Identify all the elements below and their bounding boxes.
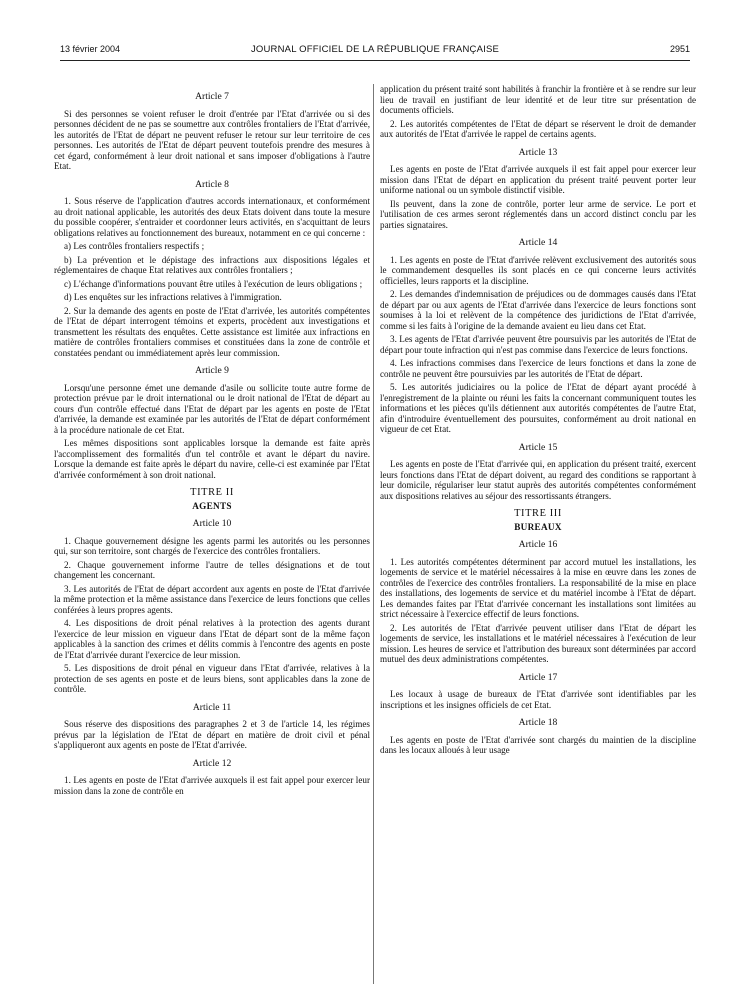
article-16-paragraph-2: 2. Les autorités de l'Etat d'arrivée peuvent utiliser dans l'Etat de départ les logements de service, les installations et le matériel nécessaires à l'exécution de leur mission. Les heures de service et l'attribution des bureaux sont déterminées par accord mutuel des deux administrations compétentes. bbox=[380, 622, 696, 664]
article-12-paragraph-1: 1. Les agents en poste de l'Etat d'arrivée auxquels il est fait appel pour exercer leur mission dans la zone de contrôle en bbox=[54, 775, 370, 796]
titre-2-subheading: AGENTS bbox=[192, 500, 232, 511]
article-14-paragraph-2: 2. Les demandes d'indemnisation de préjudices ou de dommages causés dans l'Etat de départ par ou aux agents de l'Etat d'arrivée dans l'exercice de leurs fonctions sont soumises à la loi et relèvent de la compétence des juridictions de l'Etat d'arrivée, comme si les faits à l'origine de la demande avaient eu lieu dans cet Etat. bbox=[380, 289, 696, 331]
left-column bbox=[54, 84, 370, 984]
article-12-paragraph-2: 2. Les autorités compétentes de l'Etat de départ se réservent le droit de demander aux autorités de l'Etat d'arrivée le rappel de certains agents. bbox=[380, 118, 696, 139]
article-14-heading: Article 14 bbox=[518, 237, 558, 248]
article-9-heading: Article 9 bbox=[195, 365, 229, 376]
article-17-heading: Article 17 bbox=[518, 671, 558, 683]
article-12-heading: Article 12 bbox=[192, 757, 232, 769]
article-7-heading: Article 7 bbox=[195, 91, 229, 102]
article-9-paragraph-2: Les mêmes dispositions sont applicables lorsque la demande est faite après l'accomplissement des formalités d'un tel contrôle et avant le départ du navire. Lorsque la demande est faite après le départ du navire, celle-ci est examinée par l'Etat d'arrivée conformément à son droit national. bbox=[54, 438, 370, 480]
header-rule bbox=[60, 60, 690, 61]
column-divider bbox=[373, 84, 374, 984]
article-8-item-a: a) Les contrôles frontaliers respectifs ; bbox=[64, 241, 205, 251]
titre-2-heading: TITRE II bbox=[190, 487, 234, 498]
page-header bbox=[60, 44, 690, 58]
article-10-paragraph-2: 2. Chaque gouvernement informe l'autre de telles désignations et de tout changement les concernant. bbox=[54, 559, 370, 580]
article-10-paragraph-4: 4. Les dispositions de droit pénal relatives à la protection des agents durant l'exercice de leur mission en vigueur dans l'Etat de départ sont de la même façon applicables à la sanction des crimes et délits commis à l'encontre des agents en poste de l'Etat d'arrivée durant l'exercice de leur mission. bbox=[54, 618, 370, 660]
article-10-paragraph-5: 5. Les dispositions de droit pénal en vigueur dans l'Etat d'arrivée, relatives à la protection de ses agents en poste et de leurs biens, sont applicables dans la zone de contrôle. bbox=[54, 663, 370, 694]
titre-3-heading: TITRE III bbox=[514, 508, 562, 519]
article-12-continuation: application du présent traité sont habilités à franchir la frontière et à se rendre sur leur lieu de travail en justifiant de leur identité et de leur titre sur présentation de documents officiels. bbox=[380, 84, 696, 115]
article-16-paragraph-1: 1. Les autorités compétentes déterminent par accord mutuel les installations, les logements de service et le matériel nécessaires à la mise en œuvre dans les zones de contrôles de l'exercice des contrôles frontaliers. La responsabilité de la mise en place des installations, des logements de service et du matériel incombe à l'Etat de départ. Les demandes faites par l'Etat d'arrivée concernant les installations sont limitées au strict nécessaire à l'exercice effectif de leurs fonctions. bbox=[380, 556, 696, 619]
article-13-paragraph-1: Les agents en poste de l'Etat d'arrivée auxquels il est fait appel pour exercer leur mission dans l'Etat de départ en application du présent traité peuvent porter leur uniforme national ou un symbole distinctif visible. bbox=[380, 164, 696, 195]
article-8-item-d: d) Les enquêtes sur les infractions relatives à l'immigration. bbox=[64, 292, 282, 302]
article-14-paragraph-4: 4. Les infractions commises dans l'exercice de leurs fonctions et dans la zone de contrôle ne peuvent être poursuivies par les autorités de l'Etat de départ. bbox=[380, 358, 696, 379]
article-7-paragraph: Si des personnes se voient refuser le droit d'entrée par l'Etat d'arrivée ou si des personnes décident de ne pas se soumettre aux contrôles frontaliers de l'Etat d'arrivée, les autorités de l'Etat de départ ne peuvent refuser le retour sur leur territoire de ces personnes. Les autorités de l'Etat de départ peuvent toutefois prendre des mesures à cet égard, conformément à leur droit national et sans imposer d'obligations à l'autre Etat. bbox=[54, 108, 370, 171]
article-10-heading: Article 10 bbox=[192, 518, 232, 529]
journal-title: JOURNAL OFFICIEL DE LA RÉPUBLIQUE FRANÇAISE bbox=[250, 44, 500, 55]
article-14-paragraph-5: 5. Les autorités judiciaires ou la police de l'Etat de départ ayant procédé à l'enregistrement de la plainte ou réuni les faits la concernant communiquent toutes les informations et les pièces qu'ils détiennent aux autorités compétentes de l'autre Etat, afin d'introduire éventuellement des poursuites, conformément au droit national en vigueur de cet Etat. bbox=[380, 382, 696, 434]
article-16-heading: Article 16 bbox=[518, 539, 558, 550]
article-18-heading: Article 18 bbox=[518, 717, 558, 728]
article-10-paragraph-1: 1. Chaque gouvernement désigne les agents parmi les autorités ou les personnes qui, sur son territoire, sont chargés de l'exercice des contrôles frontaliers. bbox=[54, 535, 370, 556]
article-11-heading: Article 11 bbox=[192, 701, 232, 713]
article-10-paragraph-3: 3. Les autorités de l'Etat de départ accordent aux agents en poste de l'Etat d'arrivée la même protection et la même assistance dans l'exercice de leurs fonctions que celles conférées à leurs propres agents. bbox=[54, 583, 370, 615]
titre-3-subheading: BUREAUX bbox=[514, 521, 562, 532]
article-8-item-b: b) La prévention et le dépistage des infractions aux dispositions légales et réglementaires de chaque Etat relatives aux contrôles frontaliers ; bbox=[54, 254, 370, 275]
article-8-paragraph-2: 2. Sur la demande des agents en poste de l'Etat d'arrivée, les autorités compétentes de l'Etat de départ interrogent témoins et experts, procèdent aux investigations et transmettent les résultats des enquêtes. Cette assistance est limitée aux infractions en matière de contrôles frontaliers commises et constituées dans la zone de contrôle et constatées pendant ou immédiatement après leur commission. bbox=[54, 305, 370, 358]
article-14-paragraph-1: 1. Les agents en poste de l'Etat d'arrivée relèvent exclusivement des autorités sous le commandement desquelles ils sont placés en ce qui concerne leurs activités officielles, leurs rapports et la discipline. bbox=[380, 254, 696, 286]
header-date: 13 février 2004 bbox=[60, 44, 121, 54]
article-8-item-c: c) L'échange d'informations pouvant être utiles à l'exécution de leurs obligations ; bbox=[64, 278, 363, 289]
article-15-paragraph: Les agents en poste de l'Etat d'arrivée qui, en application du présent traité, exercent leurs fonctions dans l'Etat de départ doivent, au regard des conditions se rapportant à leur domicile, régulariser leur statut auprès des autorités compétentes conformément aux dispositions relatives au séjour des ressortissants étrangers. bbox=[380, 459, 696, 501]
article-8-paragraph-1: 1. Sous réserve de l'application d'autres accords internationaux, et conformément au droit national applicable, les autorités des deux Etats doivent dans toute la mesure du possible coopérer, s'entraider et coordonner leurs activités, en s'acquittant de leurs obligations relatives au fonctionnement des bureaux, notamment en ce qui concerne : bbox=[54, 196, 370, 238]
article-13-heading: Article 13 bbox=[518, 146, 558, 158]
right-column bbox=[380, 84, 696, 984]
article-17-paragraph: Les locaux à usage de bureaux de l'Etat d'arrivée sont identifiables par les inscriptions et les insignes officiels de cet Etat. bbox=[380, 689, 696, 710]
article-11-paragraph: Sous réserve des dispositions des paragraphes 2 et 3 de l'article 14, les régimes prévus par la législation de l'Etat de départ en matière de droit civil et pénal s'appliqueront aux agents en poste de l'Etat d'arrivée. bbox=[54, 719, 370, 750]
article-9-paragraph-1: Lorsqu'une personne émet une demande d'asile ou sollicite toute autre forme de protection prévue par le droit international ou le droit national de l'Etat de départ au cours d'un contrôle effectué dans l'Etat de départ par les agents en poste de l'Etat d'arrivée, la demande est examinée par les autorités de l'Etat de départ conformément à la procédure nationale de cet Etat. bbox=[54, 382, 370, 435]
article-18-paragraph: Les agents en poste de l'Etat d'arrivée sont chargés du maintien de la discipline dans les locaux alloués à leur usage bbox=[380, 734, 696, 755]
article-8-heading: Article 8 bbox=[195, 178, 229, 190]
article-15-heading: Article 15 bbox=[518, 441, 558, 453]
page-number: 2951 bbox=[669, 44, 690, 54]
article-13-paragraph-2: Ils peuvent, dans la zone de contrôle, porter leur arme de service. Le port et l'utilisation de ces armes seront réglementés dans un accord distinct conclu par les parties signataires. bbox=[380, 198, 696, 230]
article-14-paragraph-3: 3. Les agents de l'Etat d'arrivée peuvent être poursuivis par les autorités de l'Etat de départ pour toute infraction qui n'est pas commise dans l'exercice de leurs fonctions. bbox=[380, 334, 696, 355]
